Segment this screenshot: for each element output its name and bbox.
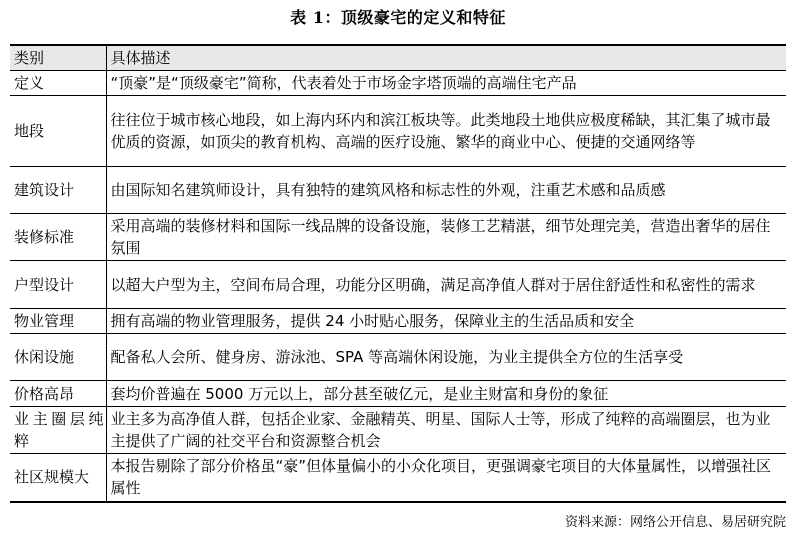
row-category: 户型设计: [10, 261, 106, 309]
row-description: 拥有高端的物业管理服务，提供 24 小时贴心服务，保障业主的生活品质和安全: [106, 309, 786, 334]
row-description: 套均价普遍在 5000 万元以上，部分甚至破亿元，是业主财富和身份的象征: [106, 381, 786, 407]
table-row: [10, 214, 786, 261]
row-description: 采用高端的装修材料和国际一线品牌的设备设施，装修工艺精湛，细节处理完美，营造出奢华的居住氛围: [106, 214, 786, 261]
table-row: [10, 334, 786, 381]
row-category: 建筑设计: [10, 167, 106, 214]
row-description: 以超大户型为主，空间布局合理，功能分区明确，满足高净值人群对于居住舒适性和私密性的需求: [106, 261, 786, 309]
table-header-row: [10, 45, 786, 71]
table-row: [10, 454, 786, 502]
row-category: 物业管理: [10, 309, 106, 334]
table-title: 表 1：顶级豪宅的定义和特征: [290, 8, 506, 27]
table-row: [10, 167, 786, 214]
row-description: 本报告剔除了部分价格虽“豪”但体量偏小的小众化项目，更强调豪宅项目的大体量属性，以增强社区属性: [106, 454, 786, 502]
table-row: [10, 71, 786, 96]
row-category: 价格高昂: [10, 381, 106, 407]
row-description: 业主多为高净值人群，包括企业家、金融精英、明星、国际人士等，形成了纯粹的高端圈层，也为业主提供了广阔的社交平台和资源整合机会: [106, 407, 786, 454]
table-row: [10, 407, 786, 454]
header-description: 具体描述: [106, 45, 786, 71]
row-description: 配备私人会所、健身房、游泳池、SPA 等高端休闲设施，为业主提供全方位的生活享受: [106, 334, 786, 381]
source-note: 资料来源：网络公开信息、易居研究院: [564, 515, 786, 530]
row-category: 装修标准: [10, 214, 106, 261]
row-category: 休闲设施: [10, 334, 106, 381]
row-category: 社区规模大: [10, 454, 106, 502]
row-category: 地段: [10, 96, 106, 167]
row-category: 定义: [10, 71, 106, 96]
definition-table: [10, 44, 786, 503]
table-row: [10, 381, 786, 407]
header-category: 类别: [10, 45, 106, 71]
row-description: “顶豪”是“顶级豪宅”简称，代表着处于市场金字塔顶端的高端住宅产品: [106, 71, 786, 96]
row-description: 往往位于城市核心地段，如上海内环内和滨江板块等。此类地段土地供应极度稀缺，其汇集了城市最优质的资源，如顶尖的教育机构、高端的医疗设施、繁华的商业中心、便捷的交通网络等: [106, 96, 786, 167]
row-description: 由国际知名建筑师设计，具有独特的建筑风格和标志性的外观，注重艺术感和品质感: [106, 167, 786, 214]
row-category: 业主圈层纯粹: [10, 407, 106, 454]
table-row: [10, 96, 786, 167]
table-row: [10, 261, 786, 309]
table-row: [10, 309, 786, 334]
